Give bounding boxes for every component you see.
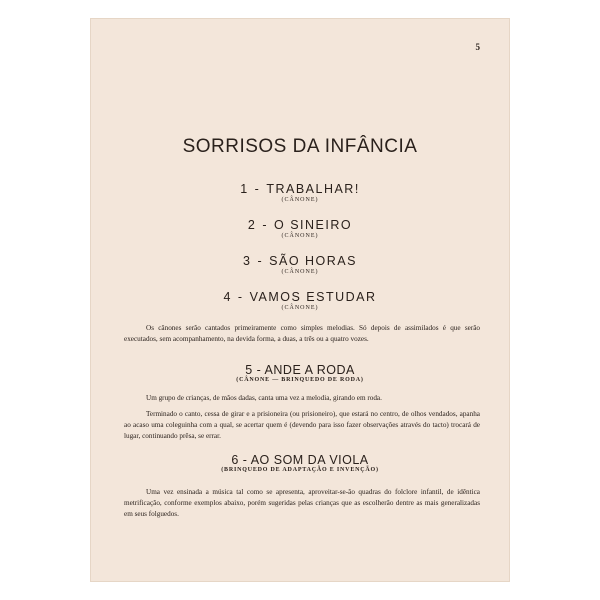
canon-name: O SINEIRO — [274, 218, 353, 232]
page-title: SORRISOS DA INFÂNCIA — [182, 136, 418, 157]
page-number: 5 — [475, 42, 480, 52]
canon-2: 2 - O SINEIRO (CÂNONE) — [90, 218, 510, 239]
canon-subtitle: (CÂNONE) — [281, 233, 319, 239]
paragraph: Terminado o canto, cessa de girar e a prisioneira (ou prisioneiro), que estará no centro, de olhos vendados, apanha ao acaso uma coleguinha com a qual, se acertar quem é (devendo para isso fazer observações através do tacto) trocará de lugar, continuando prêsa, se errar. — [124, 410, 480, 440]
section-5-body — [124, 393, 480, 442]
canon-number: 2 — [247, 218, 257, 232]
section-6-heading: 6 - AO SOM DA VIOLA (BRINQUEDO DE ADAPTAÇÃO E INVENÇÃO) — [90, 453, 510, 473]
section-5-subtitle: (CÂNONE — BRINQUEDO DE RODA) — [236, 377, 364, 383]
canon-1: 1 - TRABALHAR! (CÂNONE) — [90, 182, 510, 203]
canon-number: 1 — [240, 182, 249, 196]
section-5-heading: 5 - ANDE A RODA (CÂNONE — BRINQUEDO DE RODA) — [90, 363, 510, 383]
canon-name: VAMOS ESTUDAR — [249, 290, 377, 304]
intro-paragraph: Os cânones serão cantados primeiramente como simples melodias. Só depois de assimilados é que serão executados, sem acompanhamento, na devida forma, a duas, a três ou a quatro vozes. — [124, 324, 480, 343]
canon-4: 4 - VAMOS ESTUDAR (CÂNONE) — [90, 290, 510, 311]
canon-subtitle: (CÂNONE) — [281, 305, 319, 311]
canon-number: 3 — [243, 254, 252, 268]
canon-subtitle: (CÂNONE) — [281, 197, 319, 203]
canon-3: 3 - SÃO HORAS (CÂNONE) — [90, 254, 510, 275]
paragraph: Uma vez ensinada a música tal como se apresenta, aproveitar-se-ão quadras do folclore infantil, de idêntica metrificação, conforme exemplos abaixo, porém sugeridas pelas crianças que as escolherão dentre as mais generalizadas em seus folguedos. — [124, 488, 480, 518]
section-6-body — [124, 487, 480, 520]
section-6-subtitle: (BRINQUEDO DE ADAPTAÇÃO E INVENÇÃO) — [221, 467, 379, 473]
canon-name: SÃO HORAS — [269, 254, 357, 268]
canon-number: 4 — [223, 290, 232, 304]
canon-name: TRABALHAR! — [266, 182, 360, 196]
paragraph: Um grupo de crianças, de mãos dadas, canta uma vez a melodia, girando em roda. — [146, 394, 382, 402]
book-page — [90, 18, 510, 582]
canon-subtitle: (CÂNONE) — [281, 269, 319, 275]
